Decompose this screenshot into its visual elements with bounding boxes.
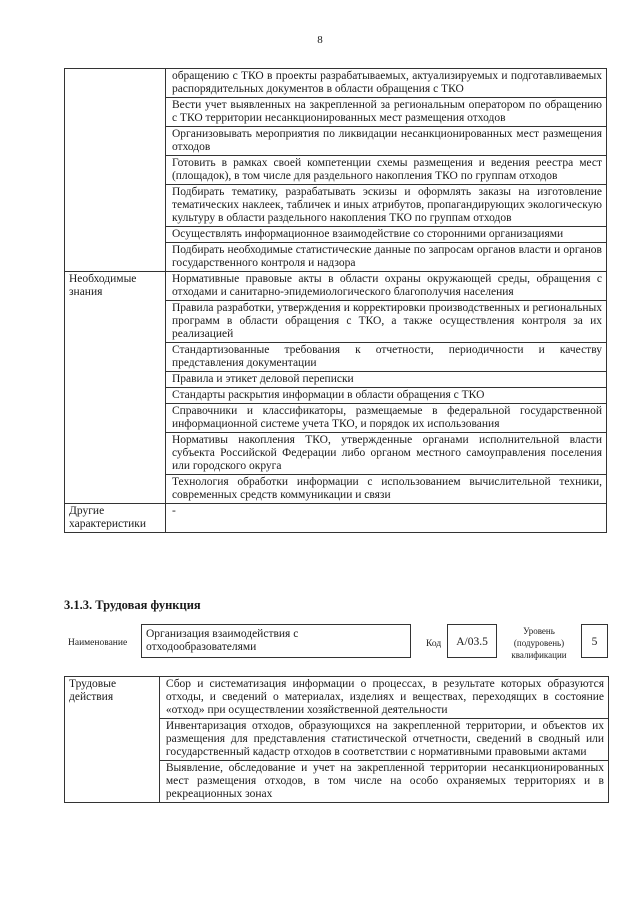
function-header	[64, 622, 610, 666]
table-cell: Инвентаризация отходов, образующихся на закрепленной территории, и объектов их размещения для представления статистической отчетности, сведений в сводный или государственный кадастр отходов в соответствии с нормативными правовыми актами	[159, 719, 608, 761]
table-cell: Технология обработки информации с использованием вычислительной техники, современных средств коммуникации и связи	[165, 475, 606, 504]
page-number: 8	[317, 34, 323, 46]
function-name-box: Организация взаимодействия с отходообразователями	[141, 624, 411, 658]
level-box: 5	[581, 624, 608, 658]
row-label-other: Другие характеристики	[65, 504, 166, 533]
code-label: Код	[426, 639, 442, 649]
labor-actions-table	[64, 676, 609, 803]
table-cell: Подбирать необходимые статистические данные по запросам органов власти и органов государственного контроля и надзора	[165, 243, 606, 272]
table-cell: Стандартизованные требования к отчетности, периодичности и качеству представления документации	[165, 343, 606, 372]
table-cell: Подбирать тематику, разрабатывать эскизы и оформлять заказы на изготовление тематических наклеек, табличек и иных атрибутов, пропагандирующих экологическую культуру в области раздельного накопления ТКО по группам отходов	[165, 185, 606, 227]
table-cell: Справочники и классификаторы, размещаемые в федеральной государственной информационной системе учета ТКО, и порядок их использования	[165, 404, 606, 433]
table-row	[65, 272, 607, 301]
table-row	[65, 677, 609, 719]
level-label: Уровень (подуровень) квалификации	[511, 626, 567, 660]
table-cell: Нормативы накопления ТКО, утвержденные органами исполнительной власти субъекта Российской Федерации либо органом местного самоуправления поселения или городского округа	[165, 433, 606, 475]
table-cell: Выявление, обследование и учет на закрепленной территории несанкционированных мест размещения отходов, в том числе на особо охраняемых территориях и в рекреационных зонах	[159, 761, 608, 803]
table-cell: Правила разработки, утверждения и корректировки производственных и региональных программ в области обращения с ТКО, а также осуществления контроля за их реализацией	[165, 301, 606, 343]
table-cell: Стандарты раскрытия информации в области обращения с ТКО	[165, 388, 606, 404]
table-cell: Правила и этикет деловой переписки	[165, 372, 606, 388]
function-code-box: А/03.5	[447, 624, 497, 658]
table-cell: Сбор и систематизация информации о процессах, в результате которых образуются отходы, и сведений о материалах, изделиях и веществах, переходящих в состояние «отход» при осуществлении хозяйственной деятельности	[159, 677, 608, 719]
competencies-table	[64, 68, 607, 533]
table-cell: Нормативные правовые акты в области охраны окружающей среды, обращения с отходами и санитарно-эпидемиологического благополучия населения	[165, 272, 606, 301]
table-cell: обращению с ТКО в проекты разрабатываемых, актуализируемых и подготавливаемых распорядительных документов в области обращения с ТКО	[165, 69, 606, 98]
name-label: Наименование	[68, 638, 128, 648]
table-cell: Готовить в рамках своей компетенции схемы размещения и ведения реестра мест (площадок), в том числе для раздельного накопления ТКО по группам отходов	[165, 156, 606, 185]
table-row	[65, 504, 607, 533]
row-label	[65, 69, 166, 272]
table-cell: Организовывать мероприятия по ликвидации несанкционированных мест размещения отходов	[165, 127, 606, 156]
row-label-actions: Трудовые действия	[65, 677, 160, 803]
table-cell: -	[165, 504, 606, 533]
row-label-knowledge: Необходимые знания	[65, 272, 166, 504]
table-cell: Вести учет выявленных на закрепленной за региональным оператором по обращению с ТКО территории несанкционированных мест размещения отходов	[165, 98, 606, 127]
table-cell: Осуществлять информационное взаимодействие со сторонними организациями	[165, 227, 606, 243]
section-heading: 3.1.3. Трудовая функция	[64, 598, 201, 612]
table-row	[65, 69, 607, 98]
